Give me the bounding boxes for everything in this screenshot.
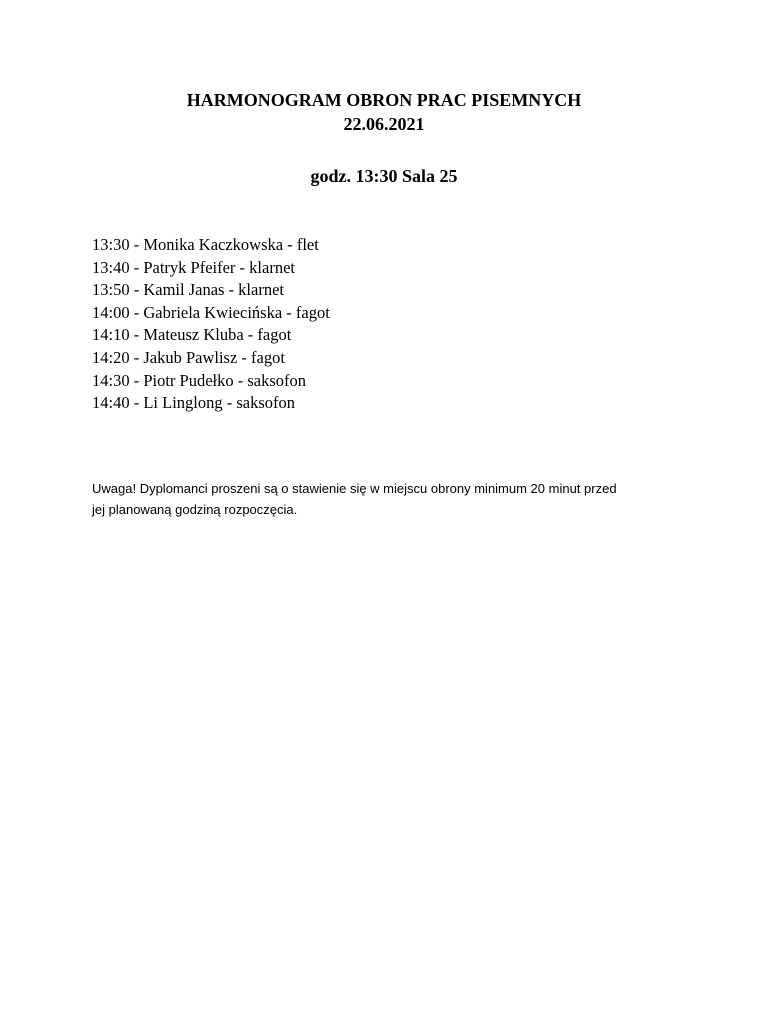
note-line: Uwaga! Dyplomanci proszeni są o stawienie się w miejscu obrony minimum 20 minut przed — [92, 481, 617, 496]
attention-note — [92, 478, 682, 520]
document-title: HARMONOGRAM OBRON PRAC PISEMNYCH — [186, 90, 582, 110]
document-date: 22.06.2021 — [343, 114, 425, 134]
schedule-item: 14:40 - Li Linglong - saksofon — [92, 393, 296, 413]
schedule-list — [92, 234, 330, 415]
schedule-item: 14:00 - Gabriela Kwiecińska - fagot — [92, 302, 330, 322]
schedule-item: 14:20 - Jakub Pawlisz - fagot — [92, 347, 285, 367]
note-line: jej planowaną godziną rozpoczęcia. — [92, 502, 298, 517]
schedule-item: 13:40 - Patryk Pfeifer - klarnet — [92, 257, 295, 277]
document-header — [0, 88, 768, 136]
session-info: godz. 13:30 Sala 25 — [310, 166, 458, 186]
schedule-item: 13:30 - Monika Kaczkowska - flet — [92, 235, 319, 254]
schedule-item: 14:10 - Mateusz Kluba - fagot — [92, 325, 292, 345]
schedule-item: 14:30 - Piotr Pudełko - saksofon — [92, 370, 307, 390]
schedule-item: 13:50 - Kamil Janas - klarnet — [92, 280, 284, 300]
